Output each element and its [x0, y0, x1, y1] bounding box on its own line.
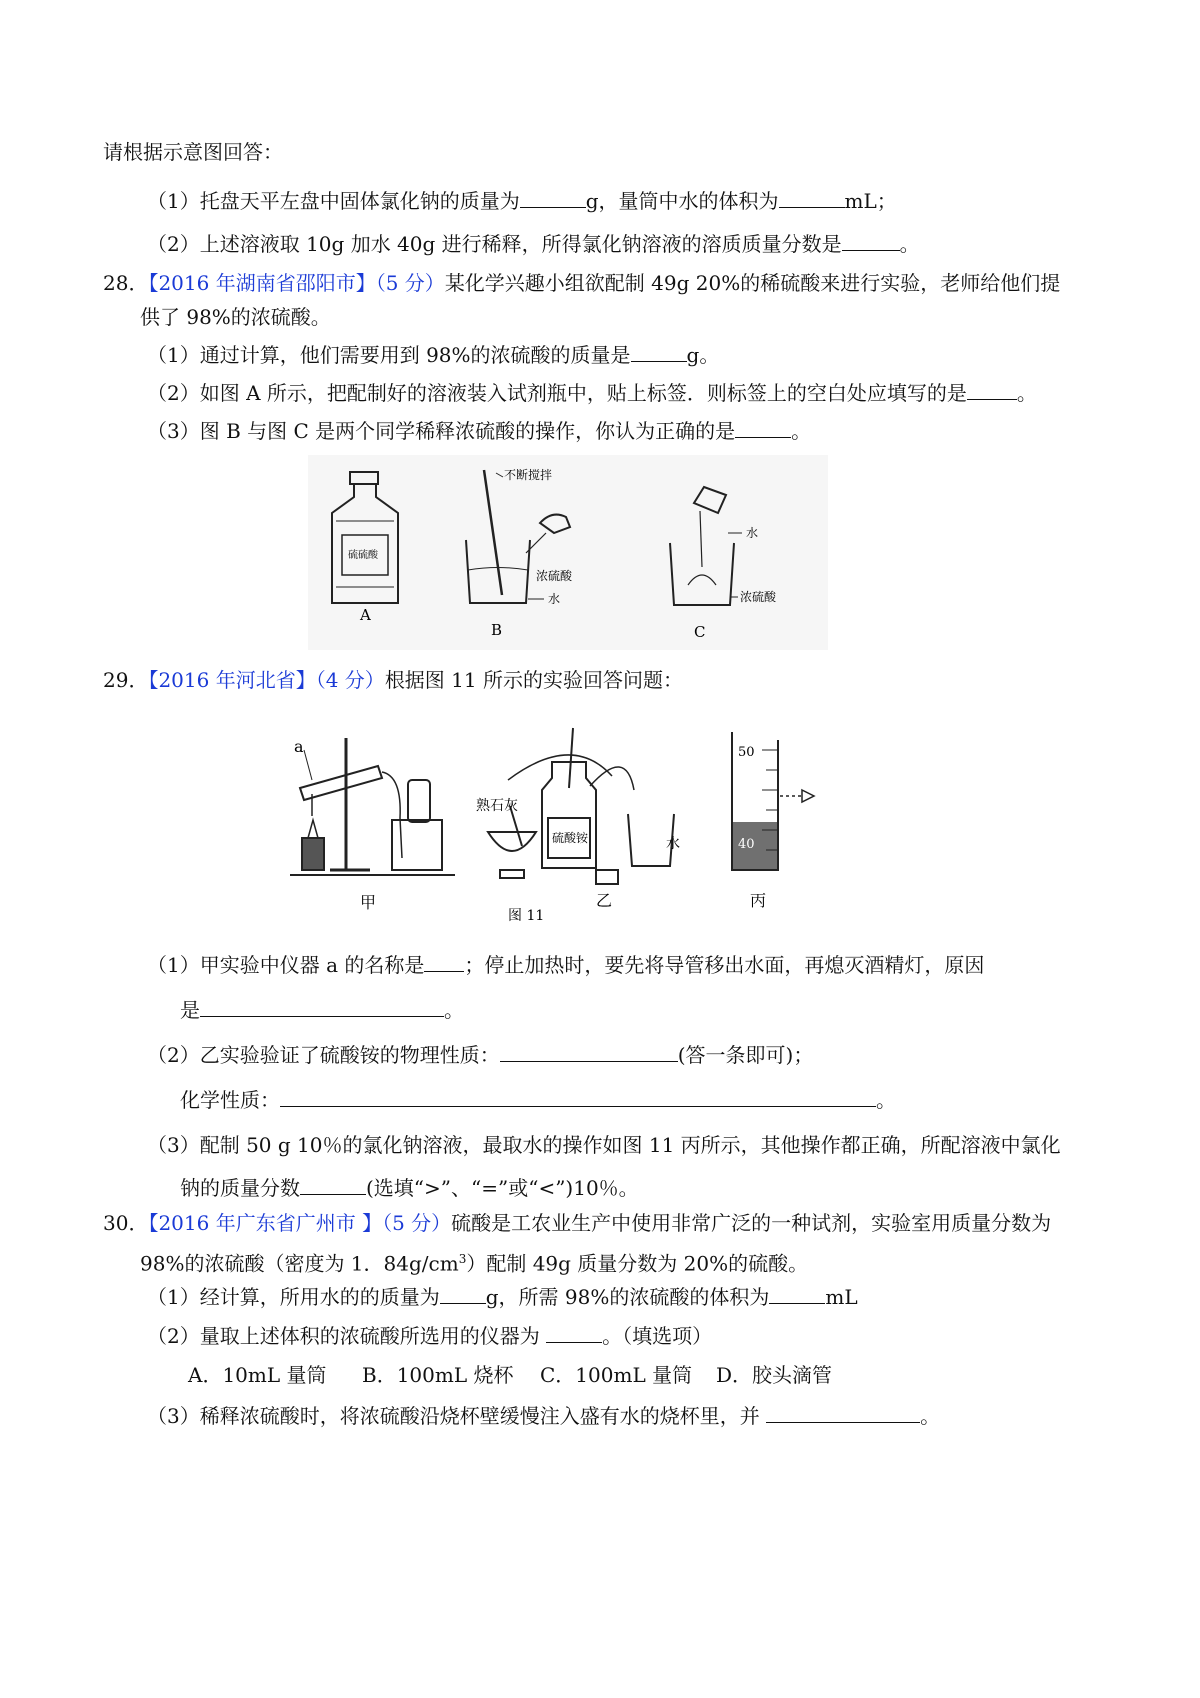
q30-option-d[interactable]: D．胶头滴管 [716, 1363, 833, 1387]
acid-note-c: 浓硫酸 [740, 590, 777, 604]
q30-source: 【2016 年广东省广州市 】 [148, 1211, 383, 1235]
answer-blank[interactable] [200, 996, 444, 1017]
salt-label: 硫酸铵 [552, 831, 589, 845]
cap-jia: 甲 [360, 893, 377, 912]
q30-stem: 30．【2016 年广东省广州市 】（5 分）硫酸是工农业生产中使用非常广泛的一种试剂，实验室用质量分数为 [103, 1211, 1052, 1235]
answer-blank[interactable] [766, 1402, 920, 1423]
q29-score: （4 分） [315, 668, 385, 692]
answer-blank[interactable] [300, 1174, 366, 1195]
q27-part2: （2）上述溶液取 10g 加水 40g 进行稀释，所得氯化钠溶液的溶质质量分数是 。 [147, 232, 920, 256]
q27-part1: （1）托盘天平左盘中固体氯化钠的质量为 g，量筒中水的体积为 mL； [147, 189, 897, 213]
q28-stem-cont: 供了 98%的浓硫酸。 [140, 305, 331, 329]
cube-superscript: 3 [458, 1252, 467, 1266]
answer-blank[interactable] [842, 230, 900, 251]
q28-part2: （2）如图 A 所示，把配制好的溶液装入试剂瓶中，贴上标签．则标签上的空白处应填写的是 。 [147, 381, 1037, 405]
answer-blank[interactable] [967, 379, 1017, 400]
q29-part1-cont: 是 。 [180, 998, 464, 1022]
fig-caption: 图 11 [508, 908, 545, 924]
mark-50: 50 [738, 745, 755, 760]
water-note-b: 水 [548, 592, 561, 606]
q28-source: 【2016 年湖南省邵阳市】 [148, 271, 376, 295]
answer-blank[interactable] [779, 187, 845, 208]
q28-figure [308, 455, 828, 650]
q30-option-a[interactable]: A．10mL 量筒 [188, 1363, 327, 1387]
cap-bing: 丙 [750, 891, 767, 910]
q29-stem: 29．【2016 年河北省】（4 分）根据图 11 所示的实验回答问题： [103, 668, 683, 692]
q30-part2: （2）量取上述体积的浓硫酸所选用的仪器为 。（填选项） [147, 1324, 713, 1348]
answer-blank[interactable] [500, 1041, 678, 1062]
answer-blank[interactable] [769, 1283, 825, 1304]
fig-label-b: B [491, 621, 503, 639]
water-note-c: 水 [746, 526, 759, 540]
mark-40: 40 [738, 837, 755, 852]
answer-blank[interactable] [546, 1322, 602, 1343]
q29-part3-cont: 钠的质量分数 (选填“>”、“=”或“<”)10％。 [180, 1176, 639, 1200]
answer-blank[interactable] [424, 951, 464, 972]
bottle-label: 硫硫酸 [348, 550, 378, 561]
answer-blank[interactable] [520, 187, 586, 208]
q28-score: （5 分） [375, 271, 445, 295]
q29-figure [290, 720, 850, 930]
q29-part2: （2）乙实验验证了硫酸铵的物理性质： (答一条即可)； [147, 1043, 814, 1067]
intro-text: 请根据示意图回答： [103, 140, 283, 164]
q30-option-c[interactable]: C．100mL 量筒 [540, 1363, 693, 1387]
q29-part1: （1）甲实验中仪器 a 的名称是 ；停止加热时，要先将导管移出水面，再熄灭酒精灯，原因 [147, 953, 985, 977]
answer-blank[interactable] [440, 1283, 486, 1304]
fig-label-a: A [360, 606, 371, 624]
q28-part3: （3）图 B 与图 C 是两个同学稀释浓硫酸的操作，你认为正确的是 。 [147, 419, 812, 443]
q30-stem-cont: 98%的浓硫酸（密度为 1．$84g/cm^3$）配制 49g 质量分数为 20%的硫酸。 [140, 1251, 809, 1276]
lime-label: 熟石灰 [476, 798, 518, 814]
q28-part1: （1）通过计算，他们需要用到 98%的浓硫酸的质量是 g。 [147, 343, 720, 367]
q30-part3: （3）稀释浓硫酸时，将浓硫酸沿烧杯壁缓慢注入盛有水的烧杯里，并 。 [147, 1404, 941, 1428]
answer-blank[interactable] [735, 417, 791, 438]
q29-part2-cont: 化学性质： 。 [180, 1088, 896, 1112]
answer-blank[interactable] [280, 1086, 876, 1107]
q30-part1: （1）经计算，所用水的的质量为 g，所需 98%的浓硫酸的体积为 mL [147, 1285, 858, 1309]
heating-apparatus-jia [290, 738, 455, 875]
water-label: 水 [666, 836, 680, 852]
fig-label-c: C [694, 623, 706, 641]
q28-stem: 28．【2016 年湖南省邵阳市】（5 分）某化学兴趣小组欲配制 49g 20%的稀硫酸来进行实验，老师给他们提 [103, 271, 1061, 295]
cap-yi: 乙 [596, 891, 613, 910]
q30-score: （5 分） [382, 1211, 452, 1235]
stir-note: 不断搅拌 [504, 468, 553, 482]
label-a: a [294, 737, 304, 756]
q30-option-b[interactable]: B．100mL 烧杯 [362, 1363, 514, 1387]
acid-note-b: 浓硫酸 [536, 569, 573, 583]
answer-blank[interactable] [631, 341, 687, 362]
q29-part3: （3）配制 50 g 10％的氯化钠溶液，最取水的操作如图 11 丙所示，其他操作都正确，所配溶液中氯化 [147, 1133, 1061, 1157]
q29-source: 【2016 年河北省】 [148, 668, 316, 692]
